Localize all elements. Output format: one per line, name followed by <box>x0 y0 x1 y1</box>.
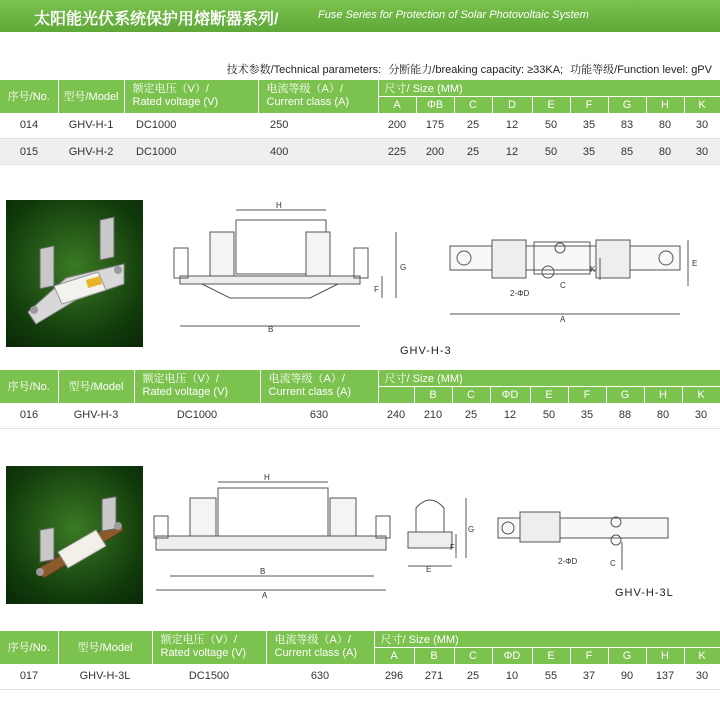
fuse-image <box>6 466 143 604</box>
spec-table-3 <box>0 631 720 690</box>
cell-dim: 137 <box>646 664 684 690</box>
cell-dim: 30 <box>684 139 720 165</box>
cell-dim: 50 <box>532 113 570 139</box>
cell-model: GHV-H-2 <box>58 139 124 165</box>
product-photo-ghv-h-3l <box>6 466 143 604</box>
cell-dim: 50 <box>530 403 568 429</box>
cell-dim: 80 <box>646 113 684 139</box>
label-h: H <box>276 201 282 210</box>
header-dim: E <box>532 648 570 664</box>
cell-dim: 88 <box>606 403 644 429</box>
breaking-capacity: 分断能力/breaking capacity: ≥33KA; <box>388 64 564 76</box>
cell-dim: 25 <box>454 664 492 690</box>
header-no: 序号/No. <box>0 631 58 664</box>
cell-dim: 30 <box>684 664 720 690</box>
label-k: K <box>590 265 596 274</box>
header-no: 序号/No. <box>0 370 58 403</box>
header-dim: G <box>606 387 644 403</box>
header-voltage: 额定电压（V）/ Rated voltage (V) <box>124 80 258 113</box>
header-model: 型号/Model <box>58 370 134 403</box>
cell-dim: 225 <box>378 139 416 165</box>
cell-dim: 25 <box>454 139 492 165</box>
caption-ghv-h-3l: GHV-H-3L <box>615 587 674 599</box>
header-dim: F <box>568 387 606 403</box>
cell-dim: 30 <box>682 403 720 429</box>
header-dim: K <box>684 97 720 113</box>
spec-table-1 <box>0 80 720 165</box>
cell-dim: 85 <box>608 139 646 165</box>
header-dim <box>378 387 414 403</box>
header-current: 电流等级（A）/ Current class (A) <box>260 370 378 403</box>
header-model: 型号/Model <box>58 80 124 113</box>
cell-dim: 10 <box>492 664 532 690</box>
header-dim: B <box>414 648 454 664</box>
cell-no: 016 <box>0 403 58 429</box>
function-level: 功能等级/Function level: gPV <box>570 64 712 76</box>
cell-dim: 25 <box>452 403 490 429</box>
header-dim: H <box>646 97 684 113</box>
header-dim: E <box>530 387 568 403</box>
cell-dim: 175 <box>416 113 454 139</box>
header-dim: C <box>454 97 492 113</box>
cell-voltage: DC1500 <box>152 664 266 690</box>
label-c: C <box>560 281 566 290</box>
label-h: H <box>264 474 270 482</box>
label-b: B <box>268 325 274 334</box>
title-bar <box>0 0 720 32</box>
header-dim: ΦB <box>416 97 454 113</box>
header-dim: C <box>454 648 492 664</box>
header-dim: F <box>570 648 608 664</box>
cell-dim: 240 <box>378 403 414 429</box>
header-dim: A <box>374 648 414 664</box>
cell-no: 015 <box>0 139 58 165</box>
table-row <box>0 403 720 429</box>
cell-dim: 35 <box>568 403 606 429</box>
cell-dim: 50 <box>532 139 570 165</box>
label-hole: 2-ΦD <box>510 289 530 298</box>
header-size: 尺寸/ Size (MM) <box>374 631 720 648</box>
cell-model: GHV-H-3L <box>58 664 152 690</box>
cell-current: 630 <box>266 664 374 690</box>
header-dim: ΦD <box>492 648 532 664</box>
cell-model: GHV-H-1 <box>58 113 124 139</box>
header-no: 序号/No. <box>0 80 58 113</box>
cell-dim: 30 <box>684 113 720 139</box>
label-a: A <box>262 591 268 600</box>
header-dim: ΦD <box>490 387 530 403</box>
cell-voltage: DC1000 <box>124 139 258 165</box>
label-f: F <box>450 543 455 552</box>
cell-dim: 210 <box>414 403 452 429</box>
label-e: E <box>426 565 432 574</box>
header-dim: B <box>414 387 452 403</box>
technical-drawing-ghv-h-3l <box>150 474 670 602</box>
product-photo-ghv-h-3 <box>6 200 143 347</box>
cell-dim: 83 <box>608 113 646 139</box>
table-row <box>0 139 720 165</box>
cell-dim: 296 <box>374 664 414 690</box>
header-dim: G <box>608 648 646 664</box>
header-dim: A <box>378 97 416 113</box>
header-dim: H <box>644 387 682 403</box>
technical-parameters <box>227 61 712 77</box>
header-dim: C <box>452 387 490 403</box>
label-c: C <box>610 559 616 568</box>
cell-current: 250 <box>258 113 378 139</box>
cell-dim: 80 <box>646 139 684 165</box>
technical-drawing-ghv-h-3 <box>160 196 700 336</box>
spec-table-2 <box>0 370 720 429</box>
label-e: E <box>692 259 698 268</box>
header-dim: K <box>682 387 720 403</box>
caption-ghv-h-3: GHV-H-3 <box>400 345 452 357</box>
header-dim: K <box>684 648 720 664</box>
cell-dim: 12 <box>492 113 532 139</box>
cell-dim: 200 <box>416 139 454 165</box>
cell-no: 017 <box>0 664 58 690</box>
cell-dim: 12 <box>492 139 532 165</box>
header-dim: F <box>570 97 608 113</box>
cell-current: 400 <box>258 139 378 165</box>
cell-dim: 271 <box>414 664 454 690</box>
label-g: G <box>468 525 475 534</box>
header-current: 电流等级（A）/ Current class (A) <box>266 631 374 664</box>
header-voltage: 额定电压（V）/ Rated voltage (V) <box>134 370 260 403</box>
header-dim: G <box>608 97 646 113</box>
cell-dim: 200 <box>378 113 416 139</box>
header-current: 电流等级（A）/ Current class (A) <box>258 80 378 113</box>
cell-current: 630 <box>260 403 378 429</box>
header-dim: H <box>646 648 684 664</box>
header-dim: E <box>532 97 570 113</box>
cell-dim: 35 <box>570 113 608 139</box>
cell-voltage: DC1000 <box>134 403 260 429</box>
header-size: 尺寸/ Size (MM) <box>378 80 720 97</box>
fuse-image <box>6 200 143 347</box>
cell-dim: 55 <box>532 664 570 690</box>
cell-dim: 80 <box>644 403 682 429</box>
label-hole: 2-ΦD <box>558 557 578 566</box>
tech-label: 技术参数/Technical parameters: <box>226 64 382 76</box>
label-b: B <box>260 567 266 576</box>
cell-dim: 35 <box>570 139 608 165</box>
table-row <box>0 113 720 139</box>
page-title: 太阳能光伏系统保护用熔断器系列/ <box>34 11 279 28</box>
cell-voltage: DC1000 <box>124 113 258 139</box>
cell-dim: 90 <box>608 664 646 690</box>
cell-model: GHV-H-3 <box>58 403 134 429</box>
label-f: F <box>374 285 379 294</box>
header-voltage: 额定电压（V）/ Rated voltage (V) <box>152 631 266 664</box>
table-row <box>0 664 720 690</box>
header-size: 尺寸/ Size (MM) <box>378 370 720 387</box>
cell-dim: 12 <box>490 403 530 429</box>
page-subtitle: Fuse Series for Protection of Solar Photovoltaic System <box>318 9 589 21</box>
cell-dim: 37 <box>570 664 608 690</box>
cell-no: 014 <box>0 113 58 139</box>
cell-dim: 25 <box>454 113 492 139</box>
header-dim: D <box>492 97 532 113</box>
label-g: G <box>400 263 407 272</box>
header-model: 型号/Model <box>58 631 152 664</box>
label-a: A <box>560 315 566 324</box>
